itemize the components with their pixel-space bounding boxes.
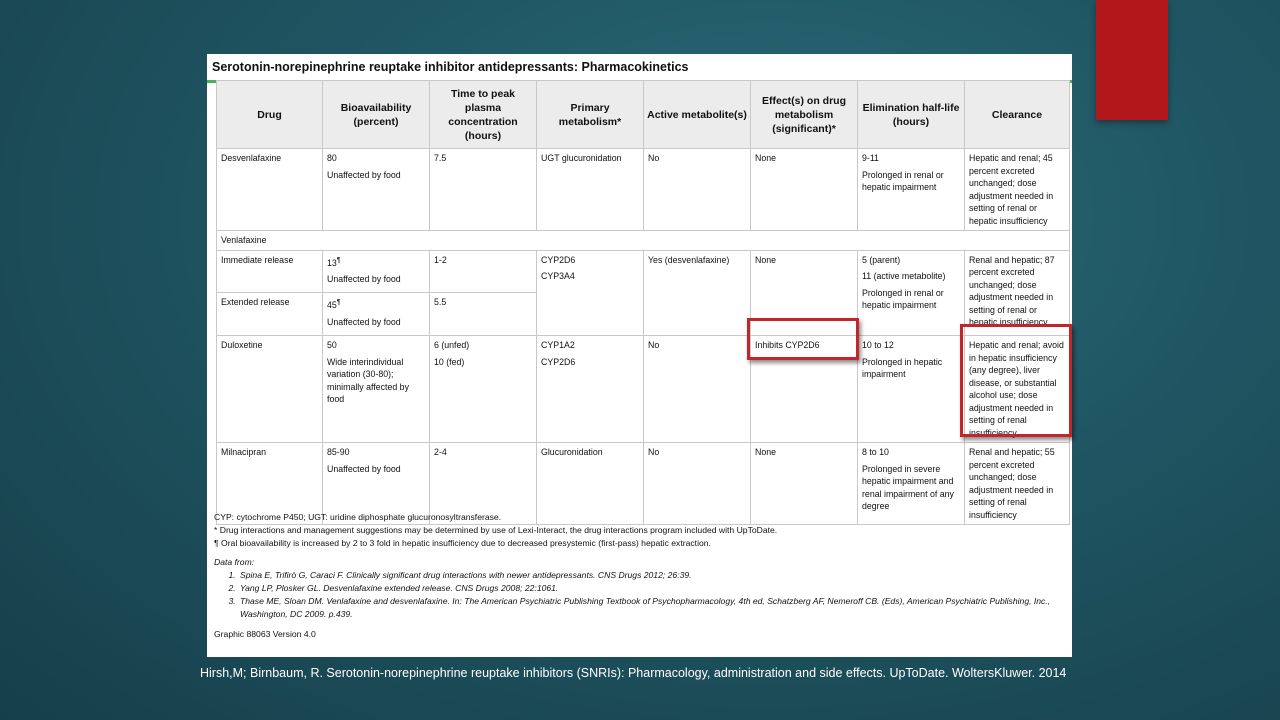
column-header: Bioavailability (percent)	[323, 81, 430, 149]
clearance-cell: Renal and hepatic; 87 percent excreted unchanged; dose adjustment needed in setting of renal or hepatic insufficiency	[965, 250, 1070, 336]
clearance-cell: Renal and hepatic; 55 percent excreted unchanged; dose adjustment needed in setting of renal insufficiency	[965, 443, 1070, 525]
metabolism-cell: Glucuronidation	[537, 443, 644, 525]
cell-value: Unaffected by food	[327, 273, 401, 284]
cell-value: Prolonged in renal or hepatic impairment	[862, 287, 944, 310]
table-row	[217, 231, 1070, 251]
metabolism-cell	[537, 250, 644, 336]
time-to-peak-cell	[430, 336, 537, 443]
figure-title: Serotonin-norepinephrine reuptake inhibitor antidepressants: Pharmacokinetics	[207, 54, 1072, 83]
reference-item: 3. Thase ME, Sloan DM. Venlafaxine and desvenlafaxine. In: The American Psychiatric Publishing Textbook of Psychopharmacology, 4th ed, Schatzberg AF, Nemeroff CB. (Eds), American Psychiatric Publishing, Inc., Washington, DC 2009. p.439.	[238, 595, 1064, 621]
column-header: Time to peak plasma concentration (hours)	[430, 81, 537, 149]
drug-cell: Milnacipran	[217, 443, 323, 525]
accent-bar	[1096, 0, 1168, 120]
footnote: CYP: cytochrome P450; UGT: uridine diphosphate glucuronosyltransferase.	[214, 512, 502, 522]
cell-value: Prolonged in renal or hepatic impairment	[862, 169, 944, 192]
footnote: * Drug interactions and management suggestions may be determined by use of Lexi-Interact, the drug interactions program included with UpToDate.	[214, 524, 778, 535]
clearance-cell: Hepatic and renal; avoid in hepatic insufficiency (any degree), liver disease, or substantial alcohol use; dose adjustment needed in setting of renal insufficiency	[965, 336, 1070, 443]
effect-cell: Inhibits CYP2D6	[751, 336, 858, 443]
cell-value: Unaffected by food	[327, 463, 401, 474]
table-header-row	[217, 81, 1070, 149]
footnotes	[214, 511, 1064, 641]
cell-value: CYP1A2	[541, 340, 575, 351]
cell-value: CYP3A4	[541, 271, 575, 281]
metabolism-cell	[537, 336, 644, 443]
active-metabolite-cell: No	[644, 443, 751, 525]
source-citation: Hirsh,M; Birnbaum, R. Serotonin-norepinephrine reuptake inhibitors (SNRIs): Pharmacology, administration and side effects. UpToDate. WoltersKluwer. 2014	[200, 666, 1067, 680]
effect-cell: None	[751, 443, 858, 525]
drug-cell: Immediate release	[217, 250, 323, 293]
metabolism-cell: UGT glucuronidation	[537, 149, 644, 231]
clearance-cell: Hepatic and renal; 45 percent excreted unchanged; dose adjustment needed in setting of renal or hepatic insufficiency	[965, 149, 1070, 231]
cell-value: 50	[327, 340, 337, 351]
cell-value: CYP2D6	[541, 254, 576, 265]
active-metabolite-cell: No	[644, 336, 751, 443]
column-header: Active metabolite(s)	[644, 81, 751, 149]
column-header: Clearance	[965, 81, 1070, 149]
cell-value: Unaffected by food	[327, 316, 401, 327]
half-life-cell	[858, 149, 965, 231]
cell-value: 45	[327, 300, 337, 311]
half-life-cell	[858, 336, 965, 443]
bioavailability-cell	[323, 336, 430, 443]
cell-value: Wide interindividual variation (30-80); minimally affected by food	[327, 356, 409, 405]
cell-value: 5 (parent)	[862, 254, 901, 265]
drug-cell: Duloxetine	[217, 336, 323, 443]
table-row	[217, 250, 1070, 293]
table-row	[217, 336, 1070, 443]
reference-item: 1. Spina E, Trifirò G, Caraci F. Clinically significant drug interactions with newer antidepressants. CNS Drugs 2012; 26:39.	[238, 569, 1064, 582]
footnote-mark: ¶	[336, 254, 341, 264]
cell-value: 11 (active metabolite)	[862, 271, 946, 281]
cell-value: Prolonged in severe hepatic impairment and renal impairment of any degree	[862, 463, 954, 512]
table-row	[217, 149, 1070, 231]
cell-value: Unaffected by food	[327, 169, 401, 180]
time-to-peak-cell: 2-4	[430, 443, 537, 525]
cell-value: 85-90	[327, 447, 350, 458]
drug-cell: Desvenlafaxine	[217, 149, 323, 231]
references-heading: Data from:	[214, 557, 255, 568]
cell-value: 6 (unfed)	[434, 340, 470, 351]
table-figure	[207, 54, 1072, 657]
references	[214, 556, 1064, 620]
reference-item: 2. Yang LP, Plosker GL. Desvenlafaxine extended release. CNS Drugs 2008; 22:1061.	[238, 582, 1064, 595]
column-header: Elimination half-life (hours)	[858, 81, 965, 149]
column-header: Drug	[217, 81, 323, 149]
active-metabolite-cell: Yes (desvenlafaxine)	[644, 250, 751, 336]
drug-cell: Extended release	[217, 293, 323, 336]
column-header: Primary metabolism*	[537, 81, 644, 149]
footnote-mark: ¶	[336, 297, 341, 307]
cell-value: 80	[327, 153, 337, 163]
bioavailability-cell	[323, 293, 430, 336]
cell-value: 9-11	[862, 153, 879, 163]
time-to-peak-cell: 7.5	[430, 149, 537, 231]
effect-cell: None	[751, 149, 858, 231]
bioavailability-cell	[323, 149, 430, 231]
bioavailability-cell	[323, 250, 430, 293]
column-header: Effect(s) on drug metabolism (significant)*	[751, 81, 858, 149]
highlight-box-effect	[747, 318, 859, 360]
cell-value: CYP2D6	[541, 356, 576, 367]
effect-cell: None	[751, 250, 858, 336]
group-label: Venlafaxine	[217, 231, 1070, 251]
time-to-peak-cell: 5.5	[430, 293, 537, 336]
cell-value: 10 (fed)	[434, 356, 465, 367]
footnote: ¶ Oral bioavailability is increased by 2 to 3 fold in hepatic insufficiency due to decreased presystemic (first-pass) hepatic extraction.	[214, 537, 711, 548]
graphic-version: Graphic 88063 Version 4.0	[214, 629, 316, 640]
pharmacokinetics-table	[216, 80, 1070, 525]
cell-value: Prolonged in hepatic impairment	[862, 356, 943, 380]
highlight-box-clearance	[960, 324, 1072, 437]
cell-value: 8 to 10	[862, 447, 889, 458]
time-to-peak-cell: 1-2	[430, 250, 537, 293]
half-life-cell	[858, 250, 965, 336]
active-metabolite-cell: No	[644, 149, 751, 231]
cell-value: 13	[327, 257, 337, 268]
cell-value: 10 to 12	[862, 340, 894, 351]
